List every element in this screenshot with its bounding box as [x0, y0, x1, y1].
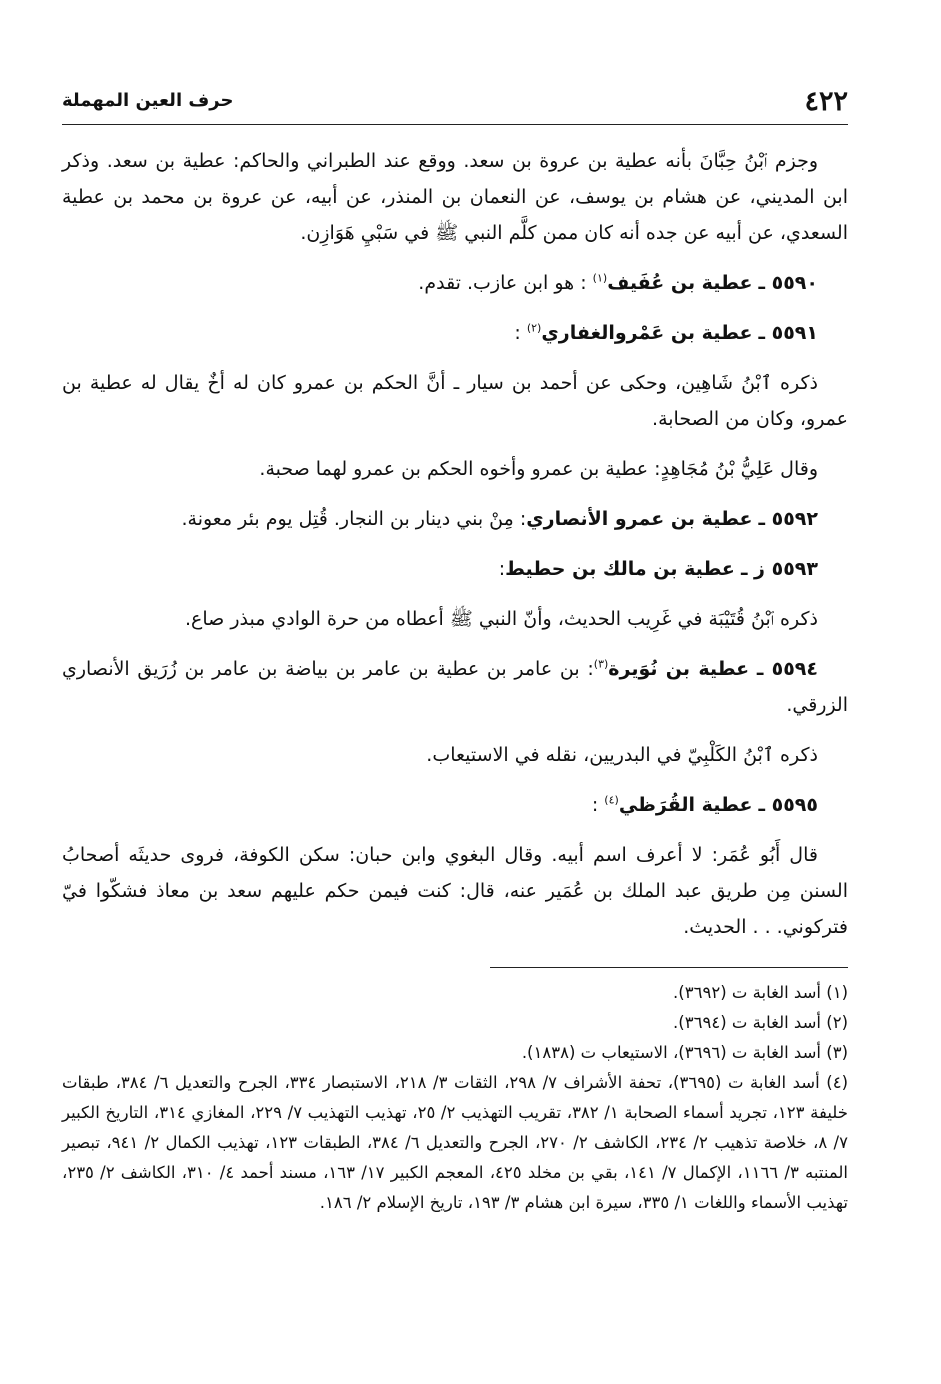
footnote: (١) أسد الغابة ت (٣٦٩٢).	[673, 983, 848, 1002]
footnote: (٤) أسد الغابة ت (٣٦٩٥)، تحفة الأشراف ٧/ ٢٩٨، الثقات ٣/ ٢١٨، الاستبصار ٣٣٤، الجرح والتعديل ٦/ ٣٨٤، طبقات خليفة ١٢٣، تجريد أسماء الصحابة ١/ ٣٨٢، تقريب التهذيب ٢/ ٢٥، تهذيب التهذيب ٧/ ٢٢٩، المغازي ٣١٤، التاريخ الكبير ٧/ ٨، خلاصة تذهيب ٢/ ٢٣٤، الكاشف ٢/ ٢٧٠، الجرح والتعديل ٦/ ٣٨٤، الطبقات ١٢٣، تهذيب الكمال ٢/ ٩٤١، تبصير المنتبه ٣/ ١١٦٦، الإكمال ٧/ ١٤١، بقي بن مخلد ٤٢٥، المعجم الكبير ١٧/ ١٦٣، مسند أحمد ٤/ ٣١٠، الكاشف ٢/ ٢٣٥، تهذيب الأسماء واللغات ١/ ٣٣٥، سيرة ابن هشام ٣/ ١٩٣، تاريخ الإسلام ٢/ ١٨٦.	[62, 1073, 848, 1212]
entry-name: عطية بن عمرو الأنصاري	[526, 508, 753, 530]
entry-text: :	[514, 322, 521, 344]
entry-number: ٥٥٩٢ ـ	[758, 508, 818, 530]
entry-number: ٥٥٩٠ ـ	[758, 272, 818, 294]
entry-number: ٥٥٩١ ـ	[758, 322, 818, 344]
entry-number: ٥٥٩٥ ـ	[758, 794, 818, 816]
entry-5590	[62, 265, 848, 301]
entry-number: ٥٥٩٤ ـ	[756, 658, 818, 680]
paragraph: وجزم ٱبْنُ حِبَّانَ بأنه عطية بن عروة بن سعد. ووقع عند الطبراني والحاكم: عطية بن سعد. وذكر ابن المديني، عن هشام بن يوسف، عن النعمان بن المنذر، عن أبيه، عن عروة بن محمد بن عطية السعدي، عن أبيه عن جده أنه كان ممن كلَّم النبي ﷺ في سَبْيِ هَوَازِن.	[62, 150, 848, 244]
entry-text: :	[591, 794, 599, 816]
page-number: ٤٢٢	[804, 86, 848, 117]
main-text	[62, 143, 848, 945]
entry-5595	[62, 787, 848, 823]
entry-text: : هو ابن عازب. تقدم.	[418, 272, 587, 294]
footnote-separator	[490, 967, 848, 968]
entry-5591	[62, 315, 848, 351]
entry-name: عطية بن مالك بن حطيط	[505, 558, 735, 580]
footnotes	[62, 978, 848, 1218]
book-page	[62, 80, 848, 1218]
entry-name: عطية القُرَظي	[618, 794, 753, 816]
page-header	[62, 80, 848, 125]
entry-5592	[62, 501, 848, 537]
footnote: (٢) أسد الغابة ت (٣٦٩٤).	[673, 1013, 848, 1032]
entry-number: ٥٥٩٣ ز ـ	[740, 558, 818, 580]
entry-text: : بن عامر بن عطية بن عامر بن بياضة بن عامر بن زُرَيق الأنصاري الزرقي.	[62, 658, 848, 716]
footnote-ref: (١)	[592, 271, 608, 285]
paragraph: وقال عَلِيُّ بْنُ مُجَاهِدٍ: عطية بن عمرو وأخوه الحكم بن عمرو لهما صحبة.	[259, 458, 818, 480]
paragraph: ذكره ٱبْنُ شَاهِين، وحكى عن أحمد بن سيار ـ أنَّ الحكم بن عمرو كان له أخٌ يقال له عطية بن عمرو، وكان من الصحابة.	[62, 372, 848, 430]
running-title: حرف العين المهملة	[62, 90, 234, 111]
entry-5594	[62, 651, 848, 723]
paragraph: ذكره ٱبْنُ الكَلْبِيّ في البدريين، نقله في الاستيعاب.	[426, 744, 818, 766]
footnote-ref: (٤)	[604, 793, 619, 807]
entry-text: : مِنْ بني دينار بن النجار. قُتِل يوم بئر معونة.	[181, 508, 527, 530]
entry-name: عطية بن عُفَيف	[607, 272, 753, 294]
entry-5593	[62, 551, 848, 587]
entry-name: عطية بن عَمْروالغفاري	[541, 322, 753, 344]
entry-text: :	[498, 558, 506, 580]
entry-name: عطية بن نُوَيرة	[608, 658, 750, 680]
paragraph: قال أَبُو عُمَر: لا أعرف اسم أبيه. وقال البغوي وابن حبان: سكن الكوفة، فروى حديثَه أصحابُ السنن مِن طريق عبد الملك بن عُمَير عنه، قال: كنت فيمن حكم عليهم سعد بن معاذ فشكّوا فيّ فتركوني. . . الحديث.	[62, 844, 848, 938]
footnote-ref: (٢)	[526, 321, 542, 335]
footnote-ref: (٣)	[593, 657, 609, 671]
paragraph: ذكره ٱبْنُ قُتَيْبَة في غَرِيب الحديث، وأنّ النبي ﷺ أعطاه من حرة الوادي مبذر صاع.	[184, 608, 818, 630]
footnote: (٣) أسد الغابة ت (٣٦٩٦)، الاستيعاب ت (١٨٣٨).	[521, 1043, 848, 1062]
